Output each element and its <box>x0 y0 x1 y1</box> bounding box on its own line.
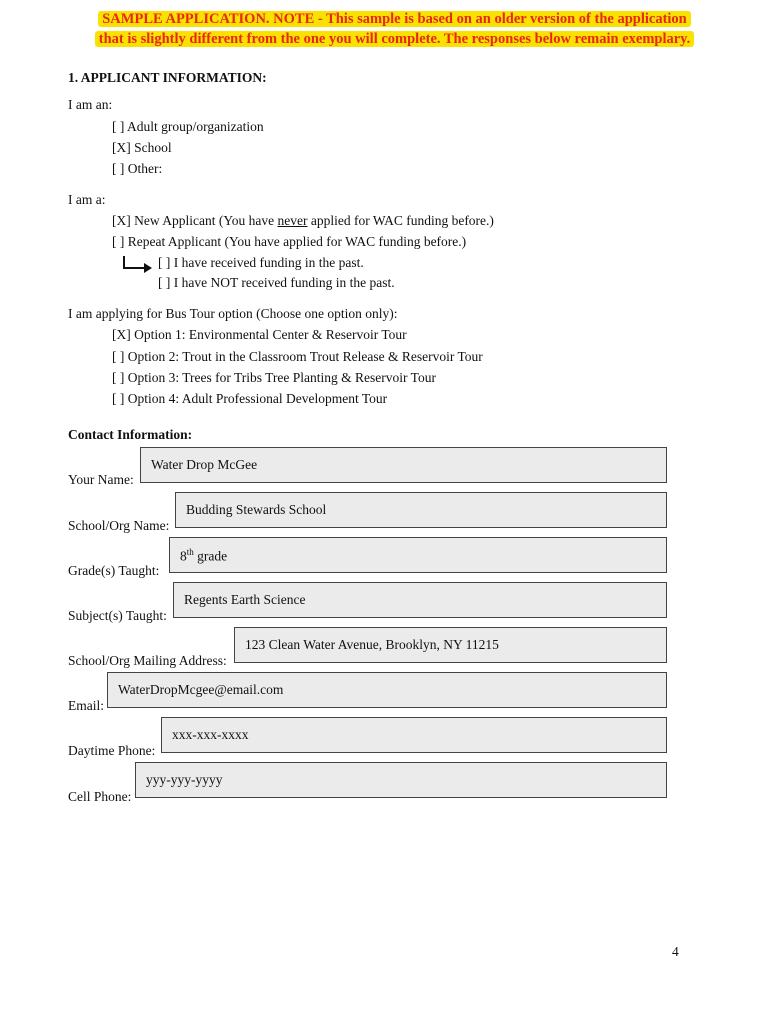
name-field[interactable]: Water Drop McGee <box>140 447 667 483</box>
option-new-applicant[interactable] <box>112 213 494 229</box>
never-underlined: never <box>277 213 308 228</box>
option-received-funding[interactable]: [ ] I have received funding in the past. <box>158 255 364 270</box>
bus-tour-label: I am applying for Bus Tour option (Choose one option only): <box>68 306 398 321</box>
corner-arrow-icon <box>122 255 156 275</box>
i-am-an-label: I am an: <box>68 97 113 112</box>
bus-option-3[interactable]: [ ] Option 3: Trees for Tribs Tree Planting & Reservoir Tour <box>112 370 436 385</box>
grade-number: 8 <box>180 548 187 564</box>
banner-line-2: that is slightly different from the one you will complete. The responses below remain exemplary. <box>95 31 695 47</box>
i-am-a-label: I am a: <box>68 192 106 207</box>
grade-suffix: grade <box>193 548 228 564</box>
grade-field[interactable] <box>169 537 667 573</box>
address-field[interactable]: 123 Clean Water Avenue, Brooklyn, NY 11215 <box>234 627 667 663</box>
cell-phone-label: Cell Phone: <box>68 789 132 804</box>
option-school[interactable]: [X] School <box>112 140 172 155</box>
option-other[interactable]: [ ] Other: <box>112 161 163 176</box>
new-applicant-post: applied for WAC funding before.) <box>307 213 494 228</box>
subject-label: Subject(s) Taught: <box>68 608 167 623</box>
bus-option-1[interactable]: [X] Option 1: Environmental Center & Reservoir Tour <box>112 327 407 342</box>
daytime-phone-label: Daytime Phone: <box>68 743 156 758</box>
bus-option-4[interactable]: [ ] Option 4: Adult Professional Development Tour <box>112 391 388 406</box>
banner-line-1: SAMPLE APPLICATION. NOTE - This sample is based on an older version of the application <box>98 11 691 27</box>
email-label: Email: <box>68 698 104 713</box>
page-number: 4 <box>672 944 679 959</box>
cell-phone-field[interactable]: yyy-yyy-yyyy <box>135 762 667 798</box>
option-adult-group[interactable]: [ ] Adult group/organization <box>112 119 264 134</box>
new-applicant-pre: [X] New Applicant (You have <box>112 213 278 228</box>
school-label: School/Org Name: <box>68 518 170 533</box>
option-repeat-applicant[interactable]: [ ] Repeat Applicant (You have applied for WAC funding before.) <box>112 234 467 249</box>
bus-option-2[interactable]: [ ] Option 2: Trout in the Classroom Trout Release & Reservoir Tour <box>112 349 483 364</box>
grade-label: Grade(s) Taught: <box>68 563 160 578</box>
school-field[interactable]: Budding Stewards School <box>175 492 667 528</box>
name-label: Your Name: <box>68 472 134 487</box>
subject-field[interactable]: Regents Earth Science <box>173 582 667 618</box>
address-label: School/Org Mailing Address: <box>68 653 227 668</box>
option-not-received-funding[interactable]: [ ] I have NOT received funding in the past. <box>158 275 395 290</box>
contact-heading: Contact Information: <box>68 427 193 442</box>
section-heading: 1. APPLICANT INFORMATION: <box>68 70 267 85</box>
grade-superscript: th <box>186 547 194 557</box>
sample-banner <box>72 9 717 49</box>
daytime-phone-field[interactable]: xxx-xxx-xxxx <box>161 717 667 753</box>
email-field[interactable]: WaterDropMcgee@email.com <box>107 672 667 708</box>
